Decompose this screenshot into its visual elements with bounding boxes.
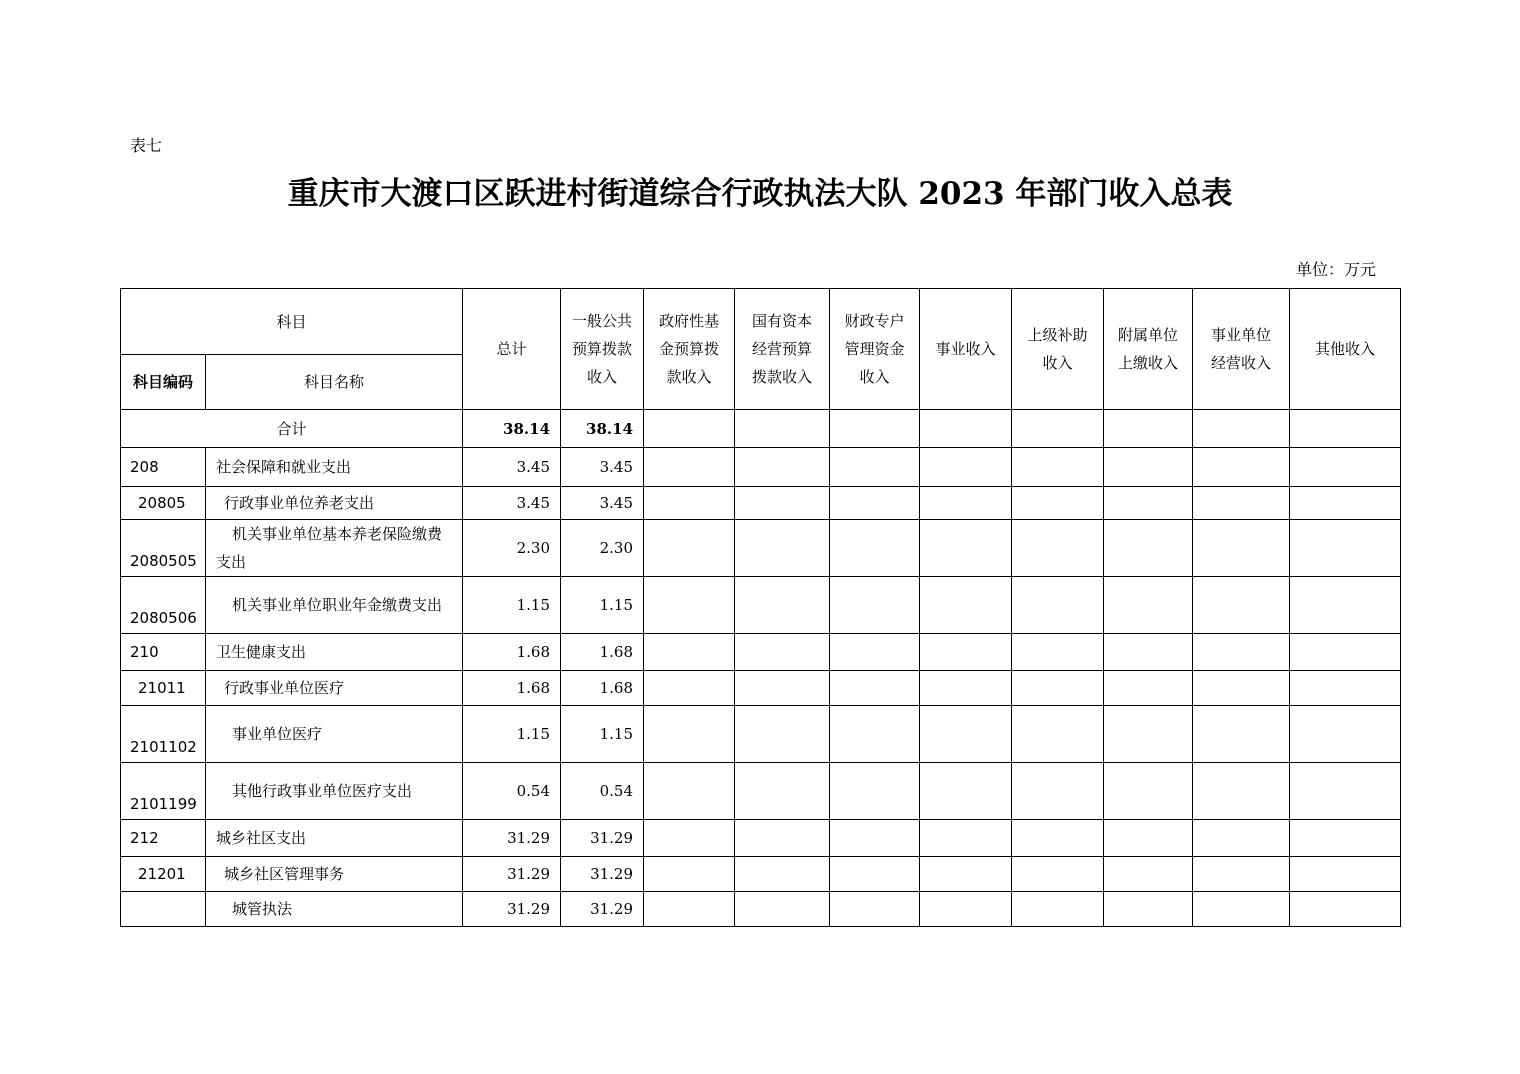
total-label: 合计: [121, 410, 463, 448]
cell-general-budget: 2.30: [561, 520, 644, 577]
empty-cell: [920, 671, 1012, 706]
empty-cell: [920, 577, 1012, 634]
empty-cell: [920, 820, 1012, 857]
empty-cell: [830, 820, 920, 857]
empty-cell: [1012, 892, 1104, 927]
empty-cell: [1193, 487, 1290, 520]
cell-general-budget: 3.45: [561, 487, 644, 520]
total-cell-general-budget: 38.14: [561, 410, 644, 448]
subject-code: [121, 892, 206, 927]
empty-cell: [1290, 892, 1401, 927]
empty-cell: [1104, 410, 1193, 448]
header-business-operation: 事业单位经营收入: [1193, 289, 1290, 410]
header-general-budget: 一般公共预算拨款收入: [561, 289, 644, 410]
empty-cell: [1193, 763, 1290, 820]
empty-cell: [735, 520, 830, 577]
subject-code: 21201: [121, 857, 206, 892]
empty-cell: [1012, 410, 1104, 448]
empty-cell: [1290, 410, 1401, 448]
empty-cell: [1193, 857, 1290, 892]
empty-cell: [1193, 520, 1290, 577]
empty-cell: [830, 892, 920, 927]
empty-cell: [735, 892, 830, 927]
empty-cell: [1104, 892, 1193, 927]
empty-cell: [920, 410, 1012, 448]
table-row: [121, 577, 1401, 634]
empty-cell: [1104, 820, 1193, 857]
subject-name: 城乡社区支出: [206, 820, 463, 857]
table-row: [121, 763, 1401, 820]
empty-cell: [644, 706, 735, 763]
subject-name: 行政事业单位医疗: [206, 671, 463, 706]
subject-name: 机关事业单位基本养老保险缴费支出: [206, 520, 463, 577]
empty-cell: [1104, 577, 1193, 634]
cell-general-budget: 31.29: [561, 857, 644, 892]
table-row: [121, 520, 1401, 577]
empty-cell: [830, 577, 920, 634]
header-subject: 科目: [121, 289, 463, 355]
header-other-income: 其他收入: [1290, 289, 1401, 410]
header-subject-name: 科目名称: [206, 355, 463, 410]
subject-name: 卫生健康支出: [206, 634, 463, 671]
empty-cell: [644, 671, 735, 706]
subject-code: 208: [121, 448, 206, 487]
empty-cell: [830, 520, 920, 577]
empty-cell: [1193, 634, 1290, 671]
subject-name: 其他行政事业单位医疗支出: [206, 763, 463, 820]
empty-cell: [1012, 763, 1104, 820]
table-number: 表七: [130, 136, 163, 155]
table-row: [121, 671, 1401, 706]
empty-cell: [1104, 706, 1193, 763]
empty-cell: [830, 487, 920, 520]
empty-cell: [644, 410, 735, 448]
empty-cell: [1193, 448, 1290, 487]
income-table: [120, 288, 1401, 927]
cell-total: 0.54: [463, 763, 561, 820]
cell-total: 1.68: [463, 671, 561, 706]
cell-general-budget: 1.15: [561, 577, 644, 634]
table-row: [121, 487, 1401, 520]
empty-cell: [1012, 577, 1104, 634]
empty-cell: [1290, 520, 1401, 577]
empty-cell: [920, 706, 1012, 763]
empty-cell: [644, 487, 735, 520]
cell-general-budget: 31.29: [561, 820, 644, 857]
subject-code: 2080506: [121, 577, 206, 634]
empty-cell: [644, 520, 735, 577]
header-gov-fund: 政府性基金预算拨款收入: [644, 289, 735, 410]
cell-total: 31.29: [463, 820, 561, 857]
subject-code: 2101199: [121, 763, 206, 820]
table-row: [121, 706, 1401, 763]
header-superior-subsidy: 上级补助收入: [1012, 289, 1104, 410]
empty-cell: [735, 706, 830, 763]
subject-code: 20805: [121, 487, 206, 520]
empty-cell: [1290, 857, 1401, 892]
cell-total: 1.68: [463, 634, 561, 671]
empty-cell: [920, 892, 1012, 927]
empty-cell: [830, 706, 920, 763]
empty-cell: [735, 820, 830, 857]
empty-cell: [1104, 487, 1193, 520]
cell-general-budget: 31.29: [561, 892, 644, 927]
empty-cell: [735, 763, 830, 820]
empty-cell: [1193, 706, 1290, 763]
empty-cell: [1193, 671, 1290, 706]
header-total: 总计: [463, 289, 561, 410]
empty-cell: [1104, 634, 1193, 671]
document-title: 重庆市大渡口区跃进村街道综合行政执法大队 2023 年部门收入总表: [287, 176, 1233, 212]
empty-cell: [735, 410, 830, 448]
empty-cell: [644, 634, 735, 671]
cell-total: 3.45: [463, 448, 561, 487]
table-row: [121, 820, 1401, 857]
empty-cell: [1290, 634, 1401, 671]
subject-code: 21011: [121, 671, 206, 706]
empty-cell: [1104, 671, 1193, 706]
empty-cell: [1012, 634, 1104, 671]
empty-cell: [1104, 448, 1193, 487]
empty-cell: [644, 892, 735, 927]
empty-cell: [735, 671, 830, 706]
empty-cell: [735, 634, 830, 671]
subject-code: 2101102: [121, 706, 206, 763]
empty-cell: [1012, 820, 1104, 857]
subject-name: 事业单位医疗: [206, 706, 463, 763]
empty-cell: [1193, 410, 1290, 448]
empty-cell: [1104, 520, 1193, 577]
empty-cell: [1012, 520, 1104, 577]
empty-cell: [644, 577, 735, 634]
empty-cell: [920, 763, 1012, 820]
header-affiliated-payment: 附属单位上缴收入: [1104, 289, 1193, 410]
empty-cell: [735, 487, 830, 520]
cell-total: 31.29: [463, 892, 561, 927]
empty-cell: [644, 820, 735, 857]
unit-label: 单位：万元: [1296, 260, 1377, 279]
cell-total: 1.15: [463, 706, 561, 763]
empty-cell: [735, 448, 830, 487]
empty-cell: [920, 448, 1012, 487]
cell-general-budget: 0.54: [561, 763, 644, 820]
empty-cell: [644, 448, 735, 487]
total-row: [121, 410, 1401, 448]
empty-cell: [1290, 671, 1401, 706]
empty-cell: [830, 410, 920, 448]
empty-cell: [1012, 671, 1104, 706]
empty-cell: [830, 763, 920, 820]
empty-cell: [1290, 763, 1401, 820]
cell-general-budget: 3.45: [561, 448, 644, 487]
header-state-capital: 国有资本经营预算拨款收入: [735, 289, 830, 410]
empty-cell: [920, 487, 1012, 520]
empty-cell: [644, 857, 735, 892]
cell-general-budget: 1.15: [561, 706, 644, 763]
empty-cell: [1012, 448, 1104, 487]
empty-cell: [1104, 763, 1193, 820]
empty-cell: [1290, 487, 1401, 520]
table-row: [121, 634, 1401, 671]
empty-cell: [735, 577, 830, 634]
empty-cell: [920, 520, 1012, 577]
empty-cell: [830, 448, 920, 487]
empty-cell: [1290, 577, 1401, 634]
empty-cell: [735, 857, 830, 892]
empty-cell: [830, 671, 920, 706]
empty-cell: [1290, 448, 1401, 487]
cell-total: 2.30: [463, 520, 561, 577]
empty-cell: [1104, 857, 1193, 892]
empty-cell: [920, 634, 1012, 671]
empty-cell: [1290, 820, 1401, 857]
empty-cell: [1193, 892, 1290, 927]
header-special-fund: 财政专户管理资金收入: [830, 289, 920, 410]
empty-cell: [1012, 706, 1104, 763]
empty-cell: [1012, 487, 1104, 520]
empty-cell: [1193, 577, 1290, 634]
subject-name: 社会保障和就业支出: [206, 448, 463, 487]
cell-total: 3.45: [463, 487, 561, 520]
empty-cell: [920, 857, 1012, 892]
subject-code: 210: [121, 634, 206, 671]
table-row: [121, 857, 1401, 892]
header-business-income: 事业收入: [920, 289, 1012, 410]
subject-name: 城管执法: [206, 892, 463, 927]
total-cell-total: 38.14: [463, 410, 561, 448]
subject-name: 机关事业单位职业年金缴费支出: [206, 577, 463, 634]
subject-code: 2080505: [121, 520, 206, 577]
empty-cell: [1290, 706, 1401, 763]
empty-cell: [830, 634, 920, 671]
cell-general-budget: 1.68: [561, 634, 644, 671]
empty-cell: [830, 857, 920, 892]
header-subject-code: 科目编码: [121, 355, 206, 410]
empty-cell: [1012, 857, 1104, 892]
subject-name: 城乡社区管理事务: [206, 857, 463, 892]
cell-general-budget: 1.68: [561, 671, 644, 706]
empty-cell: [644, 763, 735, 820]
empty-cell: [1193, 820, 1290, 857]
cell-total: 31.29: [463, 857, 561, 892]
table-row: [121, 892, 1401, 927]
cell-total: 1.15: [463, 577, 561, 634]
subject-name: 行政事业单位养老支出: [206, 487, 463, 520]
subject-code: 212: [121, 820, 206, 857]
table-row: [121, 448, 1401, 487]
